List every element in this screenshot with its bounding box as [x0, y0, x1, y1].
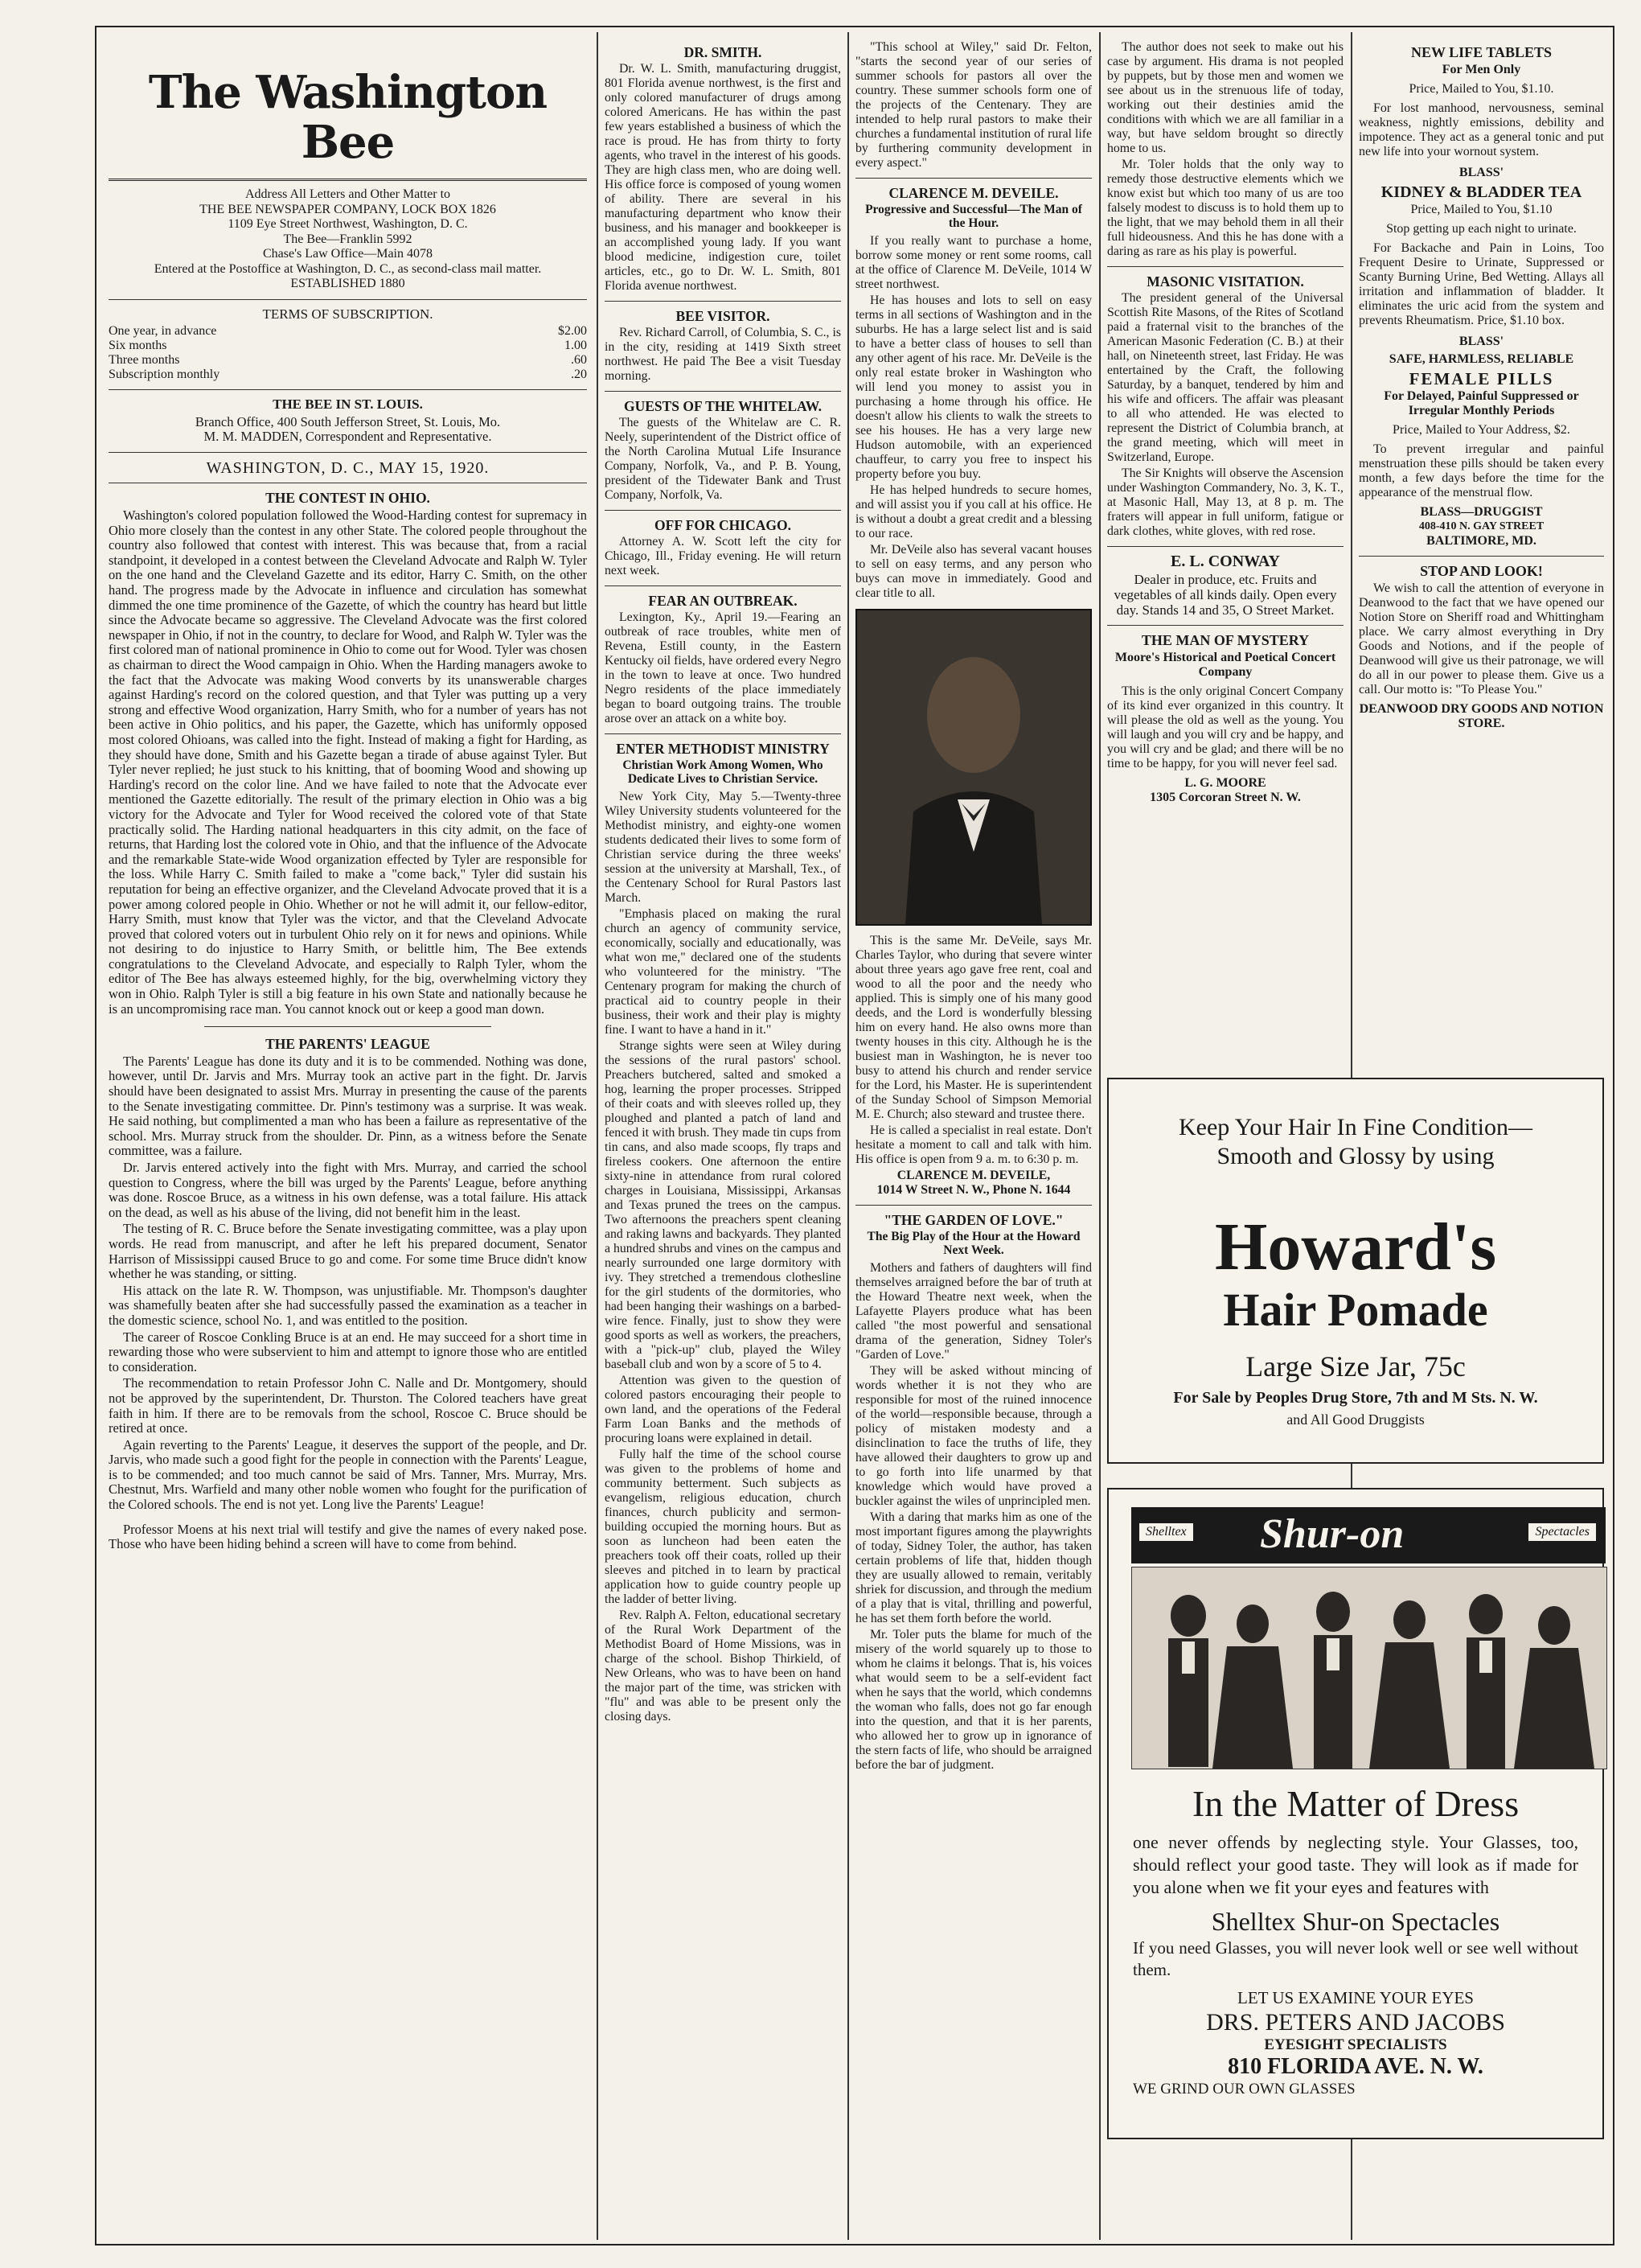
- shuron-banner: Shelltex Shur-on Spectacles: [1131, 1507, 1606, 1563]
- deveile-signature: CLARENCE M. DEVEILE,: [896, 1169, 1051, 1182]
- fashion-group-illustration: [1132, 1567, 1606, 1769]
- headline-outbreak: FEAR AN OUTBREAK.: [648, 593, 798, 609]
- headline-garden: "THE GARDEN OF LOVE.": [884, 1212, 1064, 1228]
- column-rule: [847, 32, 849, 2240]
- headline-contest: THE CONTEST IN OHIO.: [265, 490, 430, 507]
- rate-row: One year, in advance $2.00: [109, 324, 587, 339]
- headline-bee-visitor: BEE VISITOR.: [675, 308, 770, 324]
- rate-row: Three months .60: [109, 353, 587, 368]
- headline-masonic: MASONIC VISITATION.: [1147, 273, 1304, 290]
- masthead-address: Address All Letters and Other Matter to THE BEE NEWSPAPER COMPANY, LOCK BOX 1826 1109 Eye Street Northwest, Washington, D. C. The Bee—Franklin 5992 Chase's Law Office—Main 4078 Entered at the Postoffice at Washington, D. C., as second-class mail matter. ESTABLISHED 1880: [154, 187, 542, 290]
- masthead-title: The Washington Bee: [148, 66, 548, 169]
- stlouis-title: THE BEE IN ST. LOUIS.: [273, 396, 423, 413]
- portrait-illustration: [857, 610, 1090, 924]
- terms-title: TERMS OF SUBSCRIPTION.: [262, 306, 433, 322]
- headline-whitelaw: GUESTS OF THE WHITELAW.: [623, 398, 823, 414]
- rate-row: Subscription monthly .20: [109, 368, 587, 382]
- column-4: "This school at Wiley," said Dr. Felton, "starts the second year of our series of summer schools for pastors all over the country. These summer schools form one of the projects of the Centenary. They are intended to help rural pastors to make their churches a fundamental institution of rural life by furthering community development in every aspect." CLARENCE M. DEVEILE. Progressive and Successful—The Man of the Hour. If you really want to purchase a home, borrow some money or rent some rooms, call at the office of Clarence M. DeVeile, 1014 W street northwest. He has houses and lots to sell on easy terms in all sections of Washington and in the suburbs. He has a large select list and is said to have a better class of houses to sell than any other agent of his race. Mr. DeVeile is the only real estate broker in Washington who will lend you money to assist you in purchasing a home through his office. He doesn't allow his clients to walk the streets to see his houses. He has a very large new Hudson automobile, with an experienced chauffeur, to carry you free to inspect his property before you buy. He has helped hundreds to secure homes, and will assist you if you call at his office. He is without a doubt a great credit and a blessing to our race. Mr. DeVeile also has several vacant houses to sell on easy terms, and any person who buys can move in immediately. Good and clear title to all. This is the same Mr. DeVeile, says Mr. Charles Taylor, who during that severe winter about three years ago gave free rent, coal and wood to all the poor and the needy who applied. This is simply one of his many good deeds, and the Lord is wonderfully blessing him on every hand. He also owns more than twenty houses in this city. Although he is the busiest man in Washington, he is never too busy to attend his church and render service for the Lord, his Master. He is superintendent of the Sunday School of Simpson Memorial M. E. Church; also steward and trustee there. He is called a specialist in real estate. Don't hesitate a moment to call and talk with him. His office is open from 9 a. m. to 6:30 p. m. CLARENCE M. DEVEILE, 1014 W Street N. W., Phone N. 1644 "THE GARDEN OF LOVE." The Big Play of the Hour at the Howard Next Week. Mothers and fathers of daughters will find themselves arraigned before the bar of truth at the Howard Theatre next week, when the Lafayette Players produce what has been called "the most powerful and sensational drama of the generation, Sidney Toler's "Garden of Love." They will be asked without mincing of words whether it is not they who are responsible for most of the ruined innocence of the world—responsible because, through a policy of mistaken modesty and a disinclination to face the truths of life, they have allowed their daughters to grow up and to go forth into life unarmed by that knowledge which would have proved a buckler against the wiles of unprincipled men. With a daring that marks him as one of the most important figures among the playwrights of today, Sidney Toler, the author, has taken certain problems of life that, hidden though they are usually allowed to remain, veritably shriek for discussion, and through the medium of a play that is vital, thrilling and powerful, he has set them forth before the world. Mr. Toler puts the blame for much of the misery of the world squarely up to those to whom he claims it belongs. That is, his voices what would seem to be a self-evident fact when he says that the world, which condemns the woman who falls, does not go far enough into the question, and that it is her parents, who allowed her to grow up in ignorance of the stern facts of life, who should be arraigned before the bar of judgment.: [855, 40, 1092, 1772]
- headline-smith: DR. SMITH.: [683, 44, 762, 60]
- subscription-rates: [109, 324, 587, 382]
- headline-deveile: CLARENCE M. DEVEILE.: [888, 185, 1059, 201]
- ad-new-life-tablets: NEW LIFE TABLETS For Men Only Price, Mailed to You, $1.10. For lost manhood, nervousness, seminal weakness, nightly emissions, debility and impotence. They act as a general tonic and put new life into your wornout system.: [1359, 44, 1604, 158]
- headline-ministry: ENTER METHODIST MINISTRY: [616, 741, 830, 757]
- article-contest-body: Washington's colored population followed the Wood-Harding contest for supremacy in Ohio more closely than the contest in any other State. The colored people throughout the country also followed that contest with interest. This was because that, from a racial standpoint, it developed in a contest between the Cleveland Advocate and Ralph W. Tyler on the one hand and the Cleveland Gazette and its editor, Harry C. Smith, on the other hand. The progress made by the Advocate in influence and circulation has somewhat dimmed the one time prominence of the Gazette, of which the country has heard but little since the Advocate became so aggressive. The Cleveland Advocate was the first colored newspaper in Ohio, if not in the country, to declare for Wood, and Ralph W. Tyler was the first colored man of national prominence in Ohio to come out for Wood. Tyler was chosen as chairman to direct the Wood campaign in Ohio. When the Harding managers awoke to the fact that the Advocate was making Wood converts by its unanswerable charges against Harding's record on the colored question, and that Tyler was putting up a very strong and effective Wood organization, Harry Smith, who for a number of years has not been active in Ohio politics, and his paper, the Gazette, which has uniformly opposed most colored Ohioans, was called into the fight. Instead of making a fight for Harding, as they should have done, Smith and his Gazette began a tirade of abuse against Tyler. But Tyler never replied; he just stuck to his knitting, that of booming Wood and showing up Harding's record on the color line. And we have failed to note that the Advocate ever mentioned the Gazette editorially. The result of the primary election in Ohio was a big victory for the Advocate and Tyler for Wood received the colored vote of that State practically solid. The Harding national headquarters in this city admit, on the face of returns, that Harding lost the colored vote in Ohio, and that the influence of the Advocate and the remarkable State-wide Wood organization effected by Tyler are responsible for the loss. While Harry C. Smith failed to make a "come back," Tyler did sustain his reputation for being an effective organizer, and the Cleveland Advocate proved that it is a power among colored people in Ohio. Whether or not he will admit it, our fellow-editor, Harry Smith, must know that Tyler was the victor, and that the Cleveland Advocate proved that colored voters out in turbulent Ohio rely on it for news and opinions. While not desiring to do injustice to Harry Smith, or belittle him, The Bee extends congratulations to the Cleveland Advocate, and especially to Ralph Tyler, whom the editor of The Bee has always esteemed highly, for the big, overwhelming victory they won in Ohio. Ralph Tyler is still a big feature in his own State and nationally because he is an uncompromising race man. You cannot knock out or keep a good man down.: [109, 507, 587, 1017]
- shuron-headline: In the Matter of Dress: [1192, 1783, 1520, 1824]
- column-5: The author does not seek to make out his case by argument. His drama is not peopled by puppets, but by those men and women we see about us in the strenuous life of today, working out their destinies amid the conditions with which we are all familiar in a way, but have seldom brought so directly home to us. Mr. Toler holds that the only way to remedy those destructive elements which we know exist but which too many of us are too falsely modest to discuss is to hold them up to the light, that we may behold them in all their full hideousness. And this he has done with a daring as rare as his play is powerful. MASONIC VISITATION. The president general of the Universal Scottish Rite Masons, of the Rites of Scotland paid a fraternal visit to the branches of the American Masonic Federation (C. B.) at their hall, on Nineteenth street, last Friday. He was entertained by the Craft, the following Saturday, by a banquet, tendered by him and his wife and officers. The affair was pleasant to all who attended. He was elected to represent the District of Columbia branch, at the grand meeting, which will meet in Switzerland, Europe. The Sir Knights will observe the Ascension under Washington Commandery, No. 3, K. T., at Masonic Hall, May 13, at 8 p. m. The fraters will appear in full uniform, fatigue or dark clothes, white gloves, with red rose. E. L. CONWAY Dealer in produce, etc. Fruits and vegetables of all kinds daily. Open every day. Stands 14 and 35, O Street Market. THE MAN OF MYSTERY Moore's Historical and Poetical Concert Company This is the only original Concert Company of its kind ever organized in this country. It will please the old as well as the young. You will laugh and you will cry and be happy, and you will cry and be glad; and there will be no time to be happy, for you will never feel sad. L. G. MOORE 1305 Corcoran Street N. W.: [1107, 40, 1344, 804]
- left-column: The Washington Bee Address All Letters and Other Matter to THE BEE NEWSPAPER COMPANY, LOCK BOX 1826 1109 Eye Street Northwest, Washington, D. C. The Bee—Franklin 5992 Chase's Law Office—Main 4078 Entered at the Postoffice at Washington, D. C., as second-class mail matter. ESTABLISHED 1880 TERMS OF SUBSCRIPTION. One year, in advance $2.00 Six months 1.00 Three months .60 Subscription monthly .20 THE BEE IN ST. LOUIS. Branch Office, 400 South Jefferson Street, St. Louis, Mo. M. M. MADDEN, Correspondent and Representative. WASHINGTON, D. C., MAY 15, 1920. THE CONTEST IN OHIO. Washington's colored population followed the Wood-Harding contest for supremacy in Ohio more closely than the contest in any other State. The colored people throughout the country also followed that contest with interest. This was because that, from a racial standpoint, it developed in a contest between the Cleveland Advocate and Ralph W. Tyler on the one hand and the Cleveland Gazette and its editor, Harry C. Smith, on the other hand. The progress made by the Advocate in influence and circulation has somewhat dimmed the one time prominence of the Gazette, of which the country has heard but little since the Advocate became so aggressive. The Cleveland Advocate was the first colored newspaper in Ohio, if not in the country, to declare for Wood, and Ralph W. Tyler was the first colored man of national prominence in Ohio to come out for Wood. Tyler was chosen as chairman to direct the Wood campaign in Ohio. When the Harding managers awoke to the fact that the Advocate was making Wood converts by its unanswerable charges against Harding's record on the colored question, and that Tyler was putting up a very strong and effective Wood organization, Harry Smith, who for a number of years has not been active in Ohio politics, and his paper, the Gazette, which has uniformly opposed most colored Ohioans, was called into the fight. Instead of making a fight for Harding, as they should have done, Smith and his Gazette began a tirade of abuse against Tyler. But Tyler never replied; he just stuck to his knitting, that of booming Wood and showing up Harding's record on the color line. And we have failed to note that the Advocate ever mentioned the Gazette editorially. The result of the primary election in Ohio was a big victory for the Advocate and Tyler for Wood received the colored vote of that State practically solid. The Harding national headquarters in this city admit, on the face of returns, that Harding lost the colored vote in Ohio, and that the influence of the Advocate and the remarkable State-wide Wood organization effected by Tyler are responsible for the loss. While Harry C. Smith failed to make a "come back," Tyler did sustain his reputation for being an effective organizer, and the Cleveland Advocate proved that it is a power among colored people in Ohio. Whether or not he will admit it, our fellow-editor, Harry Smith, must know that Tyler was the victor, and that the Cleveland Advocate proved that colored voters out in turbulent Ohio rely on it for news and opinions. While not desiring to do injustice to Harry Smith, or belittle him, The Bee extends congratulations to the Cleveland Advocate, and especially to Ralph Tyler, whom the editor of The Bee has always esteemed highly, for the big, overwhelming victory they won in Ohio. Ralph Tyler is still a big feature in his own State and nationally because he is an uncompromising race man. You cannot knock out or keep a good man down. THE PARENTS' LEAGUE The Parents' League has done its duty and it is to be commended. Nothing was done, however, until Dr. Jarvis and Mrs. Murray took an active part in the fight. Dr. Jarvis should have been designated to assist Mrs. Murray in presenting the cause of the parents to the Senate investigating committee. Dr. Pinn's testimony was a surprise. It was weak. He said nothing, but complimented a man who has been a failure as representative of the school. Mrs. Murray struck from the shoulder. Dr. Pinn, as a witness before the Senate committee, was a failure. Dr. Jarvis entered actively into the fight with Mrs. Murray, and carried the school question to Congress, where the bill was urged by the Parents' League, before anything was done. Roscoe Bruce, as a witness in his own defense, was a total failure. His attack on the dead, as well as his abuse of the living, did not benefit him in the least. The testing of R. C. Bruce before the Senate investigating committee, was a play upon words. He read from manuscript, and after he left his prepared document, Senator Harrison of Mississippi caused Bruce to go and come. For some time Bruce didn't know whether he was standing, or sitting. His attack on the late R. W. Thompson, was unjustifiable. Mr. Thompson's daughter was shamefully beaten after she had successfully passed the examination as a teacher in the domestic science, school No. 1, and was entitled to the position. The career of Roscoe Conkling Bruce is at an end. He may succeed for a short time in rewarding those who were subservient to him and attempt to ignore those who are entitled to consideration. The recommendation to retain Professor John C. Nalle and Dr. Montgomery, should not be approved by the superintendent, Dr. Thurston. The Colored teachers have great faith in him. If there are to be removals from the school, Roscoe C. Bruce should be retired at once. Again reverting to the Parents' League, it deserves the support of the people, and Dr. Jarvis, who made such a good fight for the people in connection with the Parents' League, is to be commended; and too much cannot be said of Mrs. Tanner, Mrs. Murray, Mrs. Chestnut, Mrs. Warfield and many other noble women who fought for the purification of the Colored schools. The end is not yet. Long live the Parents' League! Professor Moens at his next trial will testify and give the names of every naked pose. Those who have been hiding behind a screen will have to come from behind.: [109, 66, 587, 1552]
- rate-row: Six months 1.00: [109, 339, 587, 353]
- ad-female-pills: BLASS' SAFE, HARMLESS, RELIABLE FEMALE PILLS For Delayed, Painful Suppressed or Irregular Monthly Periods Price, Mailed to Your Address, $2. To prevent irregular and painful menstruation these pills should be taken every month, a few days before the time for the appearance of the menstrual flow. BLASS—DRUGGIST 408-410 N. GAY STREET BALTIMORE, MD.: [1359, 335, 1604, 548]
- headline-parents: THE PARENTS' LEAGUE: [265, 1036, 430, 1053]
- column-6: [1359, 40, 1604, 1062]
- ad-man-of-mystery: THE MAN OF MYSTERY Moore's Historical and Poetical Concert Company This is the only original Concert Company of its kind ever organized in this country. It will please the old as well as the young. You will laugh and you will cry and be happy, and you will cry and be glad; and there will be no time to be happy, for you will never feel sad. L. G. MOORE 1305 Corcoran Street N. W.: [1107, 632, 1344, 804]
- column-rule: [1099, 32, 1101, 2240]
- column-3: DR. SMITH. Dr. W. L. Smith, manufacturing druggist, 801 Florida avenue northwest, is the first and only colored manufacturer of drugs among colored Americans. He has within the past few years established a business of which the race is proud. He has from thirty to forty agents, who travel in the interest of his goods. They are high class men, who are doing well. His office force is composed of young women of ability. There are several in his manufacturing department who know their business, and his manager and bookkeeper is an accomplished young lady. If you want blood medicine, indigestion cure, toilet articles, etc., go to Dr. W. L. Smith, 801 Florida avenue northwest. BEE VISITOR. Rev. Richard Carroll, of Columbia, S. C., is in the city, residing at 1419 Sixth street northwest. He paid The Bee a visit Tuesday morning. GUESTS OF THE WHITELAW. The guests of the Whitelaw are C. R. Neely, superintendent of the District office of the North Carolina Mutual Life Insurance Company, Norfolk, Va., and P. B. Young, president of the Tidewater Bank and Trust Company, Norfolk, Va. OFF FOR CHICAGO. Attorney A. W. Scott left the city for Chicago, Ill., Friday evening. He will return next week. FEAR AN OUTBREAK. Lexington, Ky., April 19.—Fearing an outbreak of race troubles, white men of Revena, Estill county, in the Eastern Kentucky oil fields, have ordered every Negro in the town to leave at once. Two hundred Negro residents of the place immediately began to board outgoing trains. The trouble arose over an attack on a white boy. ENTER METHODIST MINISTRY Christian Work Among Women, Who Dedicate Lives to Christian Service. New York City, May 5.—Twenty-three Wiley University students volunteered for the Methodist ministry, and eighty-one women students dedicated their lives to some form of Christian service during the three weeks' session at the university at Marshall, Tex., of the Centenary School for Rural Pastors last March. "Emphasis placed on making the rural church an agency of community service, economically, socially and educationally, was what won me," declared one of the students who volunteered for the ministry. "The Centenary program for making the church of practical aid to country people in their business, their work and their play is mighty fine. I want to have a hand in it." Strange sights were seen at Wiley during the sessions of the rural pastors' school. Preachers butchered, salted and smoked a hog, learning the proper processes. Stripped of their coats and with sleeves rolled up, they ploughed and planted a patch of land and fenced it with brush. They made tin cups from tin cans, and also made scoops, fly traps and fireless cookers. One afternoon the entire sixty-nine in attendance from rural colored charges in Louisiana, Mississippi, Arkansas and Texas pruned the trees on the campus. Two afternoons the preachers spent cleaning and raking lawns and backyards. They planted a hundred shrubs and vines on the campus and nearly surrounded one large dormitory with ivy. They stretched a tremendous clothesline for the girl students of the dormitories, who had been hanging their washings on a barbed-wire fence. Finally, just to show they were good sports as well as workers, the preachers, with a "pick-up" club, played the Wiley baseball club and won by a score of 5 to 4. Attention was given to the question of colored pastors encouraging their people to own land, and the operations of the Federal Farm Loan Banks and the methods of procuring loans were explained in detail. Fully half the time of the school course was given to the problems of home and community betterment. Such subjects as evangelism, religious education, church finances, church publicity and sermon-building occupied the morning hours. But as soon as luncheon had been eaten the preachers took off their coats, rolled up their sleeves and pitched in to learn by practical application how to guide country people up the ladder of better living. Rev. Ralph A. Felton, educational secretary of the Rural Work Department of the Methodist Board of Home Missions, was in charge of the school. Bishop Thirkield, of New Orleans, who was to have been on hand the major part of the time, was stricken with "flu" and was able to be present only the closing days.: [605, 44, 841, 1724]
- ad-howards-pomade: Keep Your Hair In Fine Condition— Smooth and Glossy by using Howard's Hair Pomade Large Size Jar, 75c For Sale by Peoples Drug Store, 7th and M Sts. N. W. and All Good Druggists: [1107, 1078, 1604, 1464]
- howards-brand: Howard's: [1214, 1210, 1497, 1284]
- ad-kidney-tea: BLASS' KIDNEY & BLADDER TEA Price, Mailed to You, $1.10 Stop getting up each night to urinate. For Backache and Pain in Loins, Too Frequent Desire to Urinate, Suppressed or Scanty Burning Urine, Bed Wetting. Allays all irritation and inflammation of bladder. It eliminates the uric acid from the system and prevents Rheumatism. Price, $1.10 box.: [1359, 166, 1604, 327]
- ad-conway: E. L. CONWAY Dealer in produce, etc. Fruits and vegetables of all kinds daily. Open every day. Stands 14 and 35, O Street Market.: [1114, 553, 1337, 618]
- portrait-photo: [855, 609, 1092, 926]
- column-rule: [597, 32, 598, 2240]
- dateline: WASHINGTON, D. C., MAY 15, 1920.: [206, 458, 490, 477]
- ad-shuron-spectacles: Shelltex Shur-on Spectacles In the Matter of Dress one never offends by neglecting style. Your Glasses, too, should reflect your good taste. They will look as if made for you alone when we fit your eyes and features with Shelltex Shur-on Spectacles If you need Glasses, you will never look well or see well without them. LET US EXAMINE YOUR EYES DRS. PETERS AND JACOBS EYESIGHT SPECIALISTS 810 FLORIDA AVE. N. W. WE GRIND OUR OWN GLASSES: [1107, 1488, 1604, 2139]
- headline-chicago: OFF FOR CHICAGO.: [654, 517, 791, 533]
- ad-deanwood: STOP AND LOOK! We wish to call the attention of everyone in Deanwood to the fact that we have opened our Notion Store on Sheriff road and Whittingham place. We carry almost everything in Dry Goods and Notions, and if the people of Deanwood will give us their patronage, we will do all in our power to please them. Give us a call. Our motto is: "To Please You." DEANWOOD DRY GOODS AND NOTION STORE.: [1359, 563, 1604, 730]
- fashion-illustration: [1131, 1567, 1607, 1769]
